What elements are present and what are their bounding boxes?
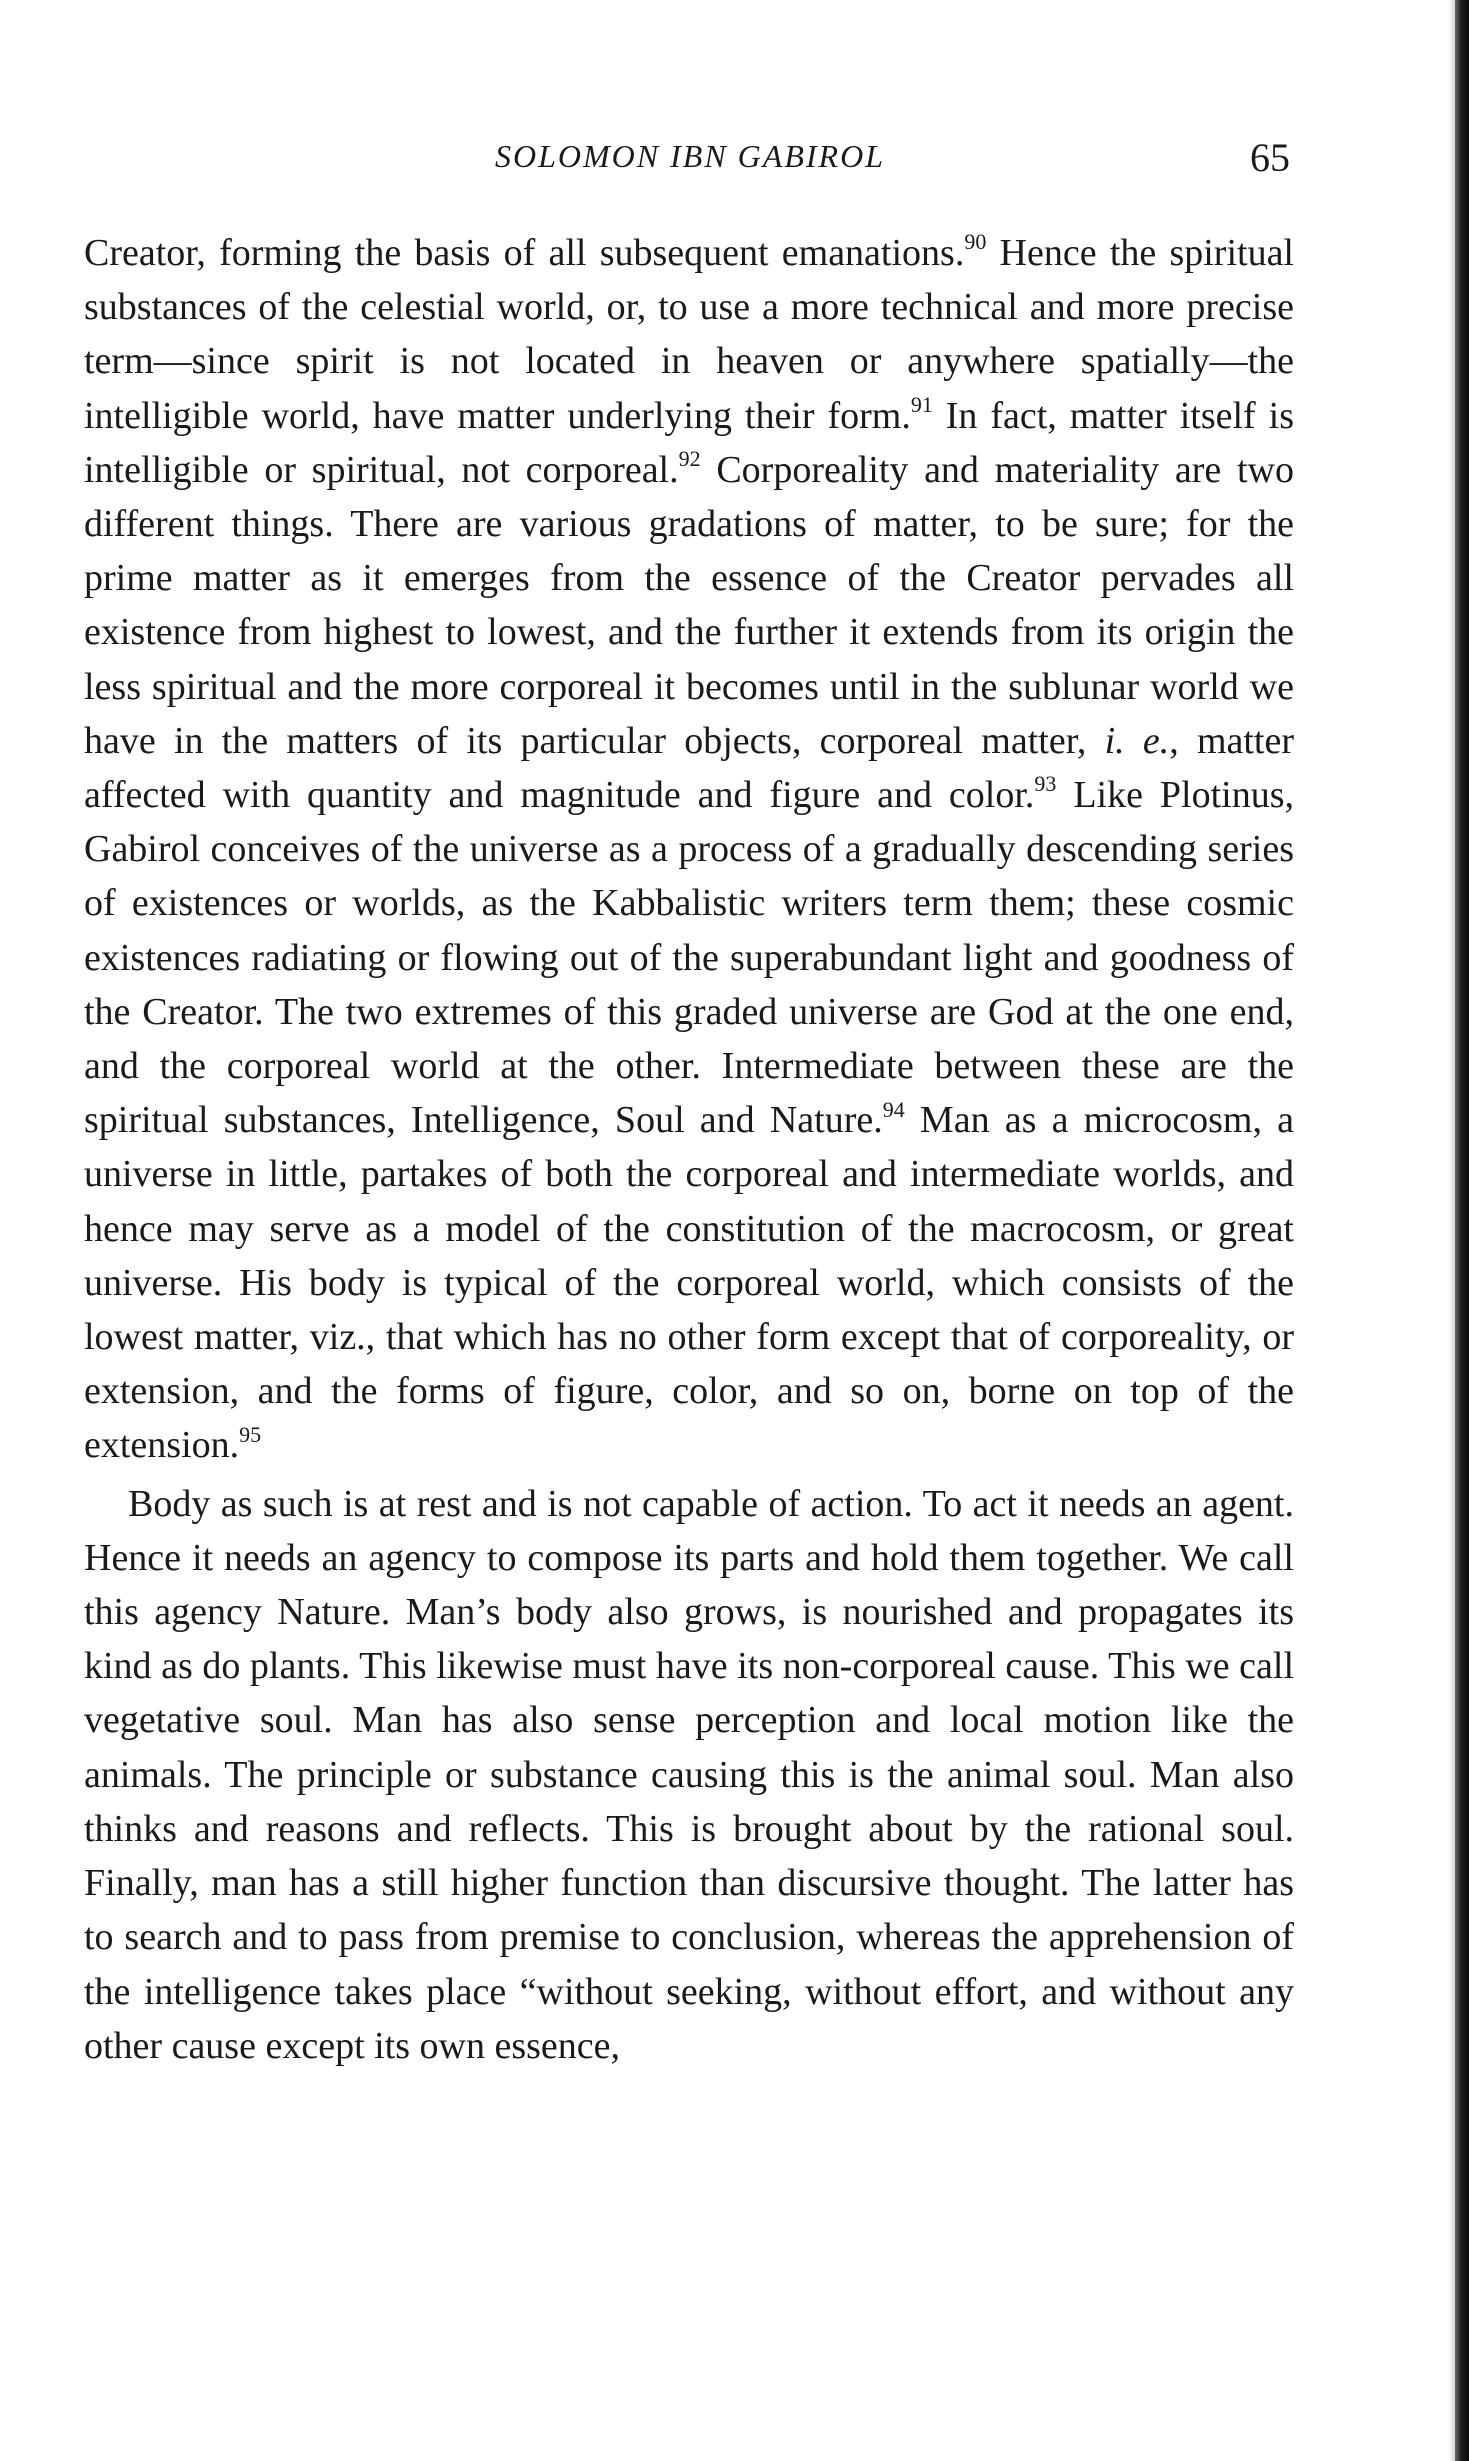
footnote-ref-92: 92 [678,446,701,472]
footnote-ref-90: 90 [964,229,987,255]
text-run: Man as a microcosm, a universe in little, partakes of both the corporeal and intermediate worlds, and hence may serve as a model of the constitution of the macrocosm, or great universe. His body is typical of the corporeal world, which consists of the lowest matter, viz., that which has no other form except that of corporeality, or extension, and the forms of figure, color, and so on, borne on top of the extension. [84,1099,1294,1467]
body-text [84,226,1294,2073]
paragraph-2: Body as such is at rest and is not capable of action. To act it needs an agent. Hence it needs an agency to compose its parts and hold them together. We call this agency Nature. Man’s body also grows, is nourished and propagates its kind as do plants. This likewise must have its non-corporeal cause. This we call vegetative soul. Man has also sense perception and local motion like the animals. The principle or substance causing this is the animal soul. Man also thinks and reasons and reflects. This is brought about by the rational soul. Finally, man has a still higher function than discursive thought. The latter has to search and to pass from premise to conclusion, whereas the apprehension of the intelligence takes place “without seeking, without effort, and without any other cause except its own essence, [84,1482,1294,2067]
footnote-ref-93: 93 [1034,771,1057,797]
page-number: 65 [1250,135,1290,180]
footnote-ref-95: 95 [239,1421,262,1447]
text-run: Hence the spiritual substances of the celestial world, or, to use a more technical and more precise term—since spirit is not located in heaven or anywhere spatially—the intelligible world, have matter underlying their form. [84,232,1294,437]
page-binding-edge [1455,0,1469,2461]
italic-ie: i. e. [1104,719,1170,762]
footnote-ref-94: 94 [882,1096,905,1122]
text-run: Corporeality and materiality are two different things. There are various gradations of matter, to be sure; for the prime matter as it emerges from the essence of the Creator pervades all existence from highest to lowest, and the further it extends from its origin the less spiritual and the more corporeal it becomes until in the sublunar world we have in the matters of its particular objects, corporeal matter, [84,448,1294,762]
paragraph-1 [84,226,1294,1473]
running-head: SOLOMON IBN GABIROL [495,138,885,174]
text-run: , matter affected with quantity and magnitude and figure and color. [84,719,1294,817]
text-run: Like Plotinus, Gabirol conceives of the universe as a process of a gradually descending series of existences or worlds, as the Kabbalistic writers term them; these cosmic existences radiating or flowing out of the superabundant light and goodness of the Creator. The two extremes of this graded universe are God at the one end, and the corporeal world at the other. Intermediate between these are the spiritual substances, Intelligence, Soul and Nature. [84,774,1294,1142]
footnote-ref-91: 91 [910,391,933,417]
text-run: In fact, matter itself is intelligible or spiritual, not corporeal. [84,394,1294,491]
page-header [90,135,1290,188]
text-run: Creator, forming the basis of all subsequent emanations. [84,232,965,274]
